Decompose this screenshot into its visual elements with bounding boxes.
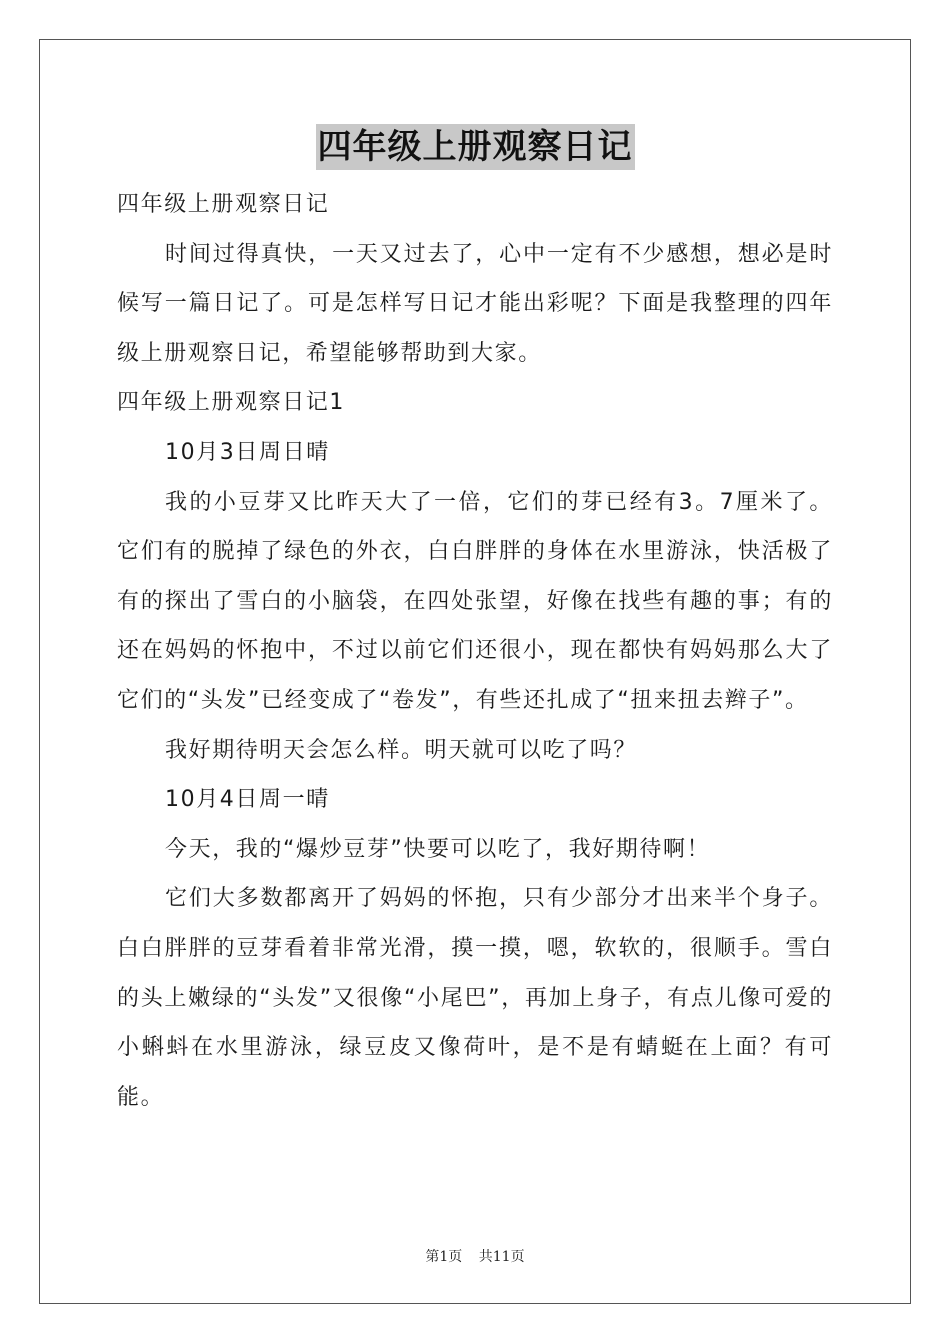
page-footer (0, 1246, 950, 1266)
page-total: 共11页 (478, 1249, 525, 1265)
paragraph-entry-1-closing: 我好期待明天会怎么样。明天就可以吃了吗？ (165, 737, 638, 763)
paragraph-entry-1: 我的小豆芽又比昨天大了一倍，它们的芽已经有3。7厘米了。它们有的脱掉了绿色的外衣，白白胖胖的身体在水里游泳，快活极了有的探出了雪白的小脑袋，在四处张望，好像在找些有趣的事；有的还在妈妈的怀抱中，不过以前它们还很小，现在都快有妈妈那么大了它们的“头发”已经变成了“卷发”，有些还扎成了“扭来扭去辫子”。 (117, 489, 833, 713)
paragraph-date-2: 10月4日周一晴 (165, 787, 330, 813)
document-title: 四年级上册观察日记 (316, 124, 635, 170)
paragraph-entry-2: 它们大多数都离开了妈妈的怀抱，只有少部分才出来半个身子。白白胖胖的豆芽看着非常光滑，摸一摸，嗯，软软的，很顺手。雪白的头上嫩绿的“头发”又很像“小尾巴”，再加上身子，有点儿像可爱的小蝌蚪在水里游泳，绿豆皮又像荷叶，是不是有蜻蜓在上面？有可能。 (117, 886, 833, 1110)
paragraph-entry-2-intro: 今天，我的“爆炒豆芽”快要可以吃了，我好期待啊！ (165, 836, 711, 862)
paragraph-subtitle: 四年级上册观察日记 (117, 192, 330, 217)
title-container (0, 124, 950, 170)
page-number: 第1页 (425, 1249, 463, 1265)
paragraph-section-heading: 四年级上册观察日记1 (117, 390, 345, 416)
paragraph-date-1: 10月3日周日晴 (165, 439, 330, 465)
paragraph-intro: 时间过得真快，一天又过去了，心中一定有不少感想，想必是时候写一篇日记了。可是怎样写日记才能出彩呢？下面是我整理的四年级上册观察日记，希望能够帮助到大家。 (117, 241, 833, 366)
document-body (117, 180, 833, 1122)
